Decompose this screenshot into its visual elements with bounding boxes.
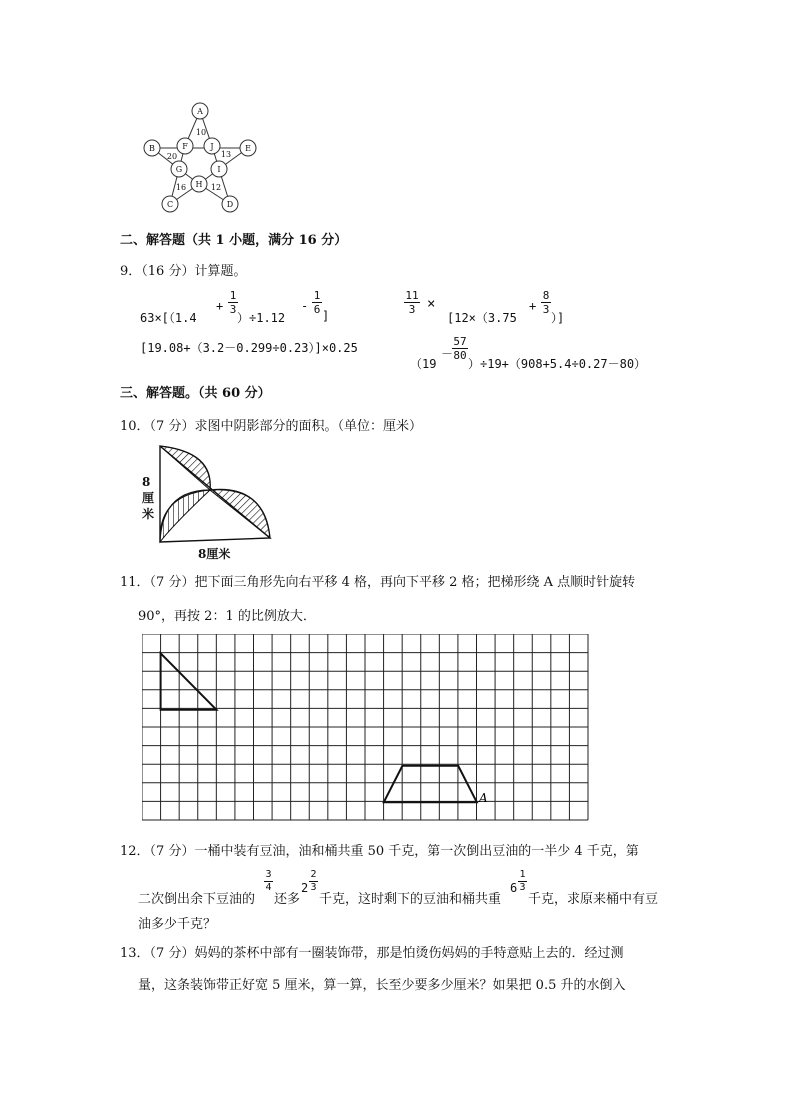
- q12-line3: 油多少千克？: [138, 917, 217, 932]
- q12-line2b: 还多: [274, 892, 301, 907]
- edge-num-20: 20: [166, 152, 178, 161]
- fraction-denominator: 3: [542, 303, 550, 316]
- q9-expr1-part3: ）÷1.12: [237, 311, 286, 325]
- q10-stem: 10．（7 分）求图中阴影部分的面积。（单位：厘米）: [120, 419, 422, 434]
- q11-line2: 90°，再按 2：1 的比例放大．: [138, 609, 316, 624]
- q9-expr2-plus: +: [529, 299, 537, 313]
- fraction-denominator: 80: [453, 349, 467, 362]
- q9-expr3: [19.08+（3.2－0.299÷0.23）]×0.25: [140, 341, 358, 355]
- q11-grid: [142, 634, 589, 823]
- q12-line2d: 千克，求原来桶中有豆: [528, 892, 659, 907]
- fraction-denominator: 4: [265, 882, 272, 893]
- q9-expr1-plus: +: [216, 299, 224, 313]
- edge-num-10: 10: [195, 128, 207, 137]
- q9-expr4-part3: ）÷19+（908+5.4÷0.27－80）: [468, 357, 647, 371]
- q10-shaded-figure: [138, 440, 278, 562]
- q9-expr1-fraction2: [312, 289, 322, 316]
- q9-stem: 9．（16 分）计算题。: [120, 264, 247, 279]
- q10-bottom-label: 8厘米: [198, 547, 231, 561]
- fraction-numerator: 3: [265, 869, 272, 880]
- q11-line1: 11．（7 分）把下面三角形先向右平移 4 格，再向下平移 2 格；把梯形绕 A 点顺时针旋转: [120, 575, 636, 590]
- fraction-numerator: 1: [313, 289, 321, 302]
- fraction-numerator: 11: [405, 289, 419, 302]
- q9-expr1-close: ]: [322, 309, 330, 323]
- fraction-numerator: 1: [229, 289, 237, 302]
- q11-trapezoid: [384, 766, 477, 802]
- node-i: I: [217, 165, 221, 174]
- node-b: B: [149, 144, 155, 153]
- node-a: A: [197, 107, 203, 116]
- fraction-denominator: 3: [229, 303, 237, 316]
- q10-side-label: 8 厘 米: [142, 475, 155, 521]
- edge-num-12: 12: [210, 183, 222, 192]
- fraction-denominator: 3: [310, 882, 317, 893]
- q9-expr2-times: ×: [427, 296, 436, 312]
- star-figure: [135, 98, 265, 218]
- fraction-denominator: 3: [519, 882, 526, 893]
- q12-mixed2-whole: 6: [510, 881, 518, 895]
- q9-expr1-minus: -: [301, 299, 309, 313]
- section3-title: 三、解答题。（共 60 分）: [120, 386, 271, 401]
- q9-expr2-close: ）]: [551, 311, 565, 325]
- q9-expr2-fraction1: [404, 289, 420, 316]
- q12-line1: 12．（7 分）一桶中装有豆油，油和桶共重 50 千克，第一次倒出豆油的一半少 4 千克，第: [120, 844, 639, 859]
- q12-mixed1-fraction: [309, 869, 318, 894]
- q13-line1: 13．（7 分）妈妈的茶杯中部有一圈装饰带，那是怕烫伤妈妈的手特意贴上去的．经过测: [120, 946, 624, 961]
- section2-title: 二、解答题（共 1 小题，满分 16 分）: [120, 233, 348, 248]
- fraction-denominator: 3: [408, 303, 416, 316]
- q12-fraction-3-4: [264, 869, 273, 894]
- q9-expr4-part1: （19: [410, 357, 437, 371]
- q12-line2a: 二次倒出余下豆油的: [138, 892, 256, 907]
- node-g: G: [175, 165, 183, 174]
- edge-num-16: 16: [175, 183, 187, 192]
- node-d: D: [226, 200, 234, 209]
- fraction-numerator: 1: [519, 869, 526, 880]
- fraction-denominator: 6: [313, 303, 321, 316]
- node-f: F: [182, 142, 188, 151]
- node-h: H: [195, 180, 203, 189]
- fraction-numerator: 2: [310, 869, 317, 880]
- q9-expr4-minus: －: [441, 347, 454, 361]
- fraction-numerator: 8: [542, 289, 550, 302]
- node-e: E: [245, 144, 251, 153]
- q11-point-a: A: [479, 791, 488, 805]
- node-j: J: [210, 142, 214, 151]
- q12-mixed2-fraction: [518, 869, 527, 894]
- q9-expr1-part1: 63×[（1.4: [140, 311, 197, 325]
- q12-mixed1-whole: 2: [301, 881, 309, 895]
- q9-expr4-fraction: [452, 335, 468, 362]
- q11-triangle: [161, 653, 217, 709]
- edge-num-13: 13: [220, 150, 232, 159]
- q12-line2c: 千克，这时剩下的豆油和桶共重: [319, 892, 502, 907]
- node-c: C: [166, 200, 174, 209]
- fraction-numerator: 57: [453, 335, 467, 348]
- q9-expr2-fraction2: [541, 289, 551, 316]
- q13-line2: 量，这条装饰带正好宽 5 厘米，算一算，长至少要多少厘米？如果把 0.5 升的水倒入: [138, 978, 626, 993]
- q9-expr2-part2: [12×（3.75: [447, 311, 517, 325]
